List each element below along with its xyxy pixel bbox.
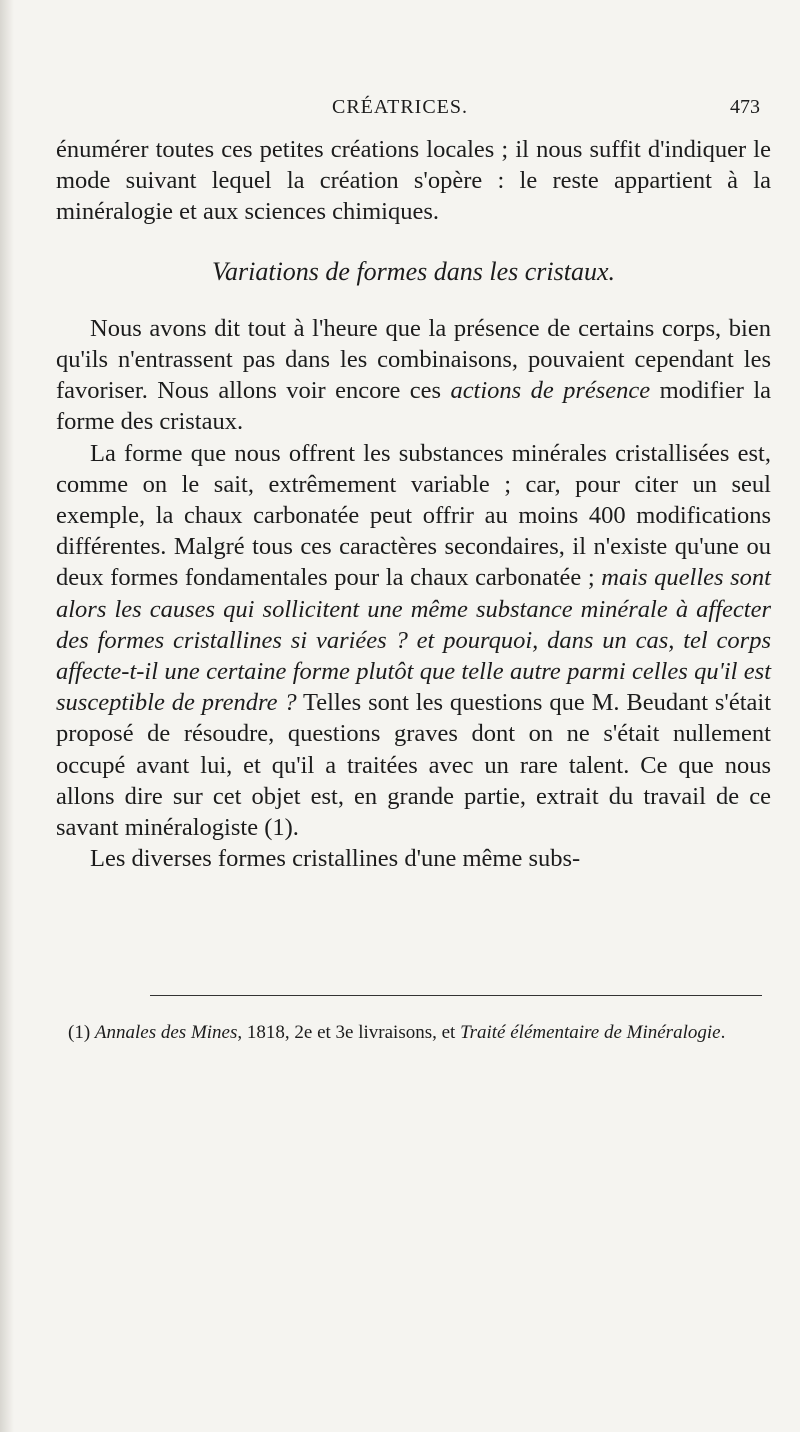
page-gutter-shadow — [0, 0, 14, 1432]
footnote-italic-b: Traité élémentaire de Minéralogie — [460, 1022, 721, 1043]
page-header — [0, 92, 800, 122]
footnote-text: , 1818, 2e et 3e livraisons, et — [237, 1022, 461, 1043]
footnote-rule — [150, 995, 762, 996]
footnote-end: . — [720, 1022, 726, 1043]
paragraph-1: énumérer toutes ces petites créations locales ; il nous suffit d'indiquer le mode suivant lequel la création s'opère : le reste appartient à la minéralogie et aux sciences chimiques. — [56, 136, 771, 226]
body-text — [56, 134, 771, 874]
paragraph-2-text-a: Nous avons dit tout à l'heure que la présence de certains corps, bien qu'ils n'entrassent pas dans les combinaisons, pouvaient cependant les favoriser. Nous allons voir encore ces — [56, 314, 771, 405]
paragraph-4: Les diverses formes cristallines d'une même subs- — [90, 845, 581, 873]
footnote — [56, 1020, 771, 1046]
paragraph-2 — [56, 313, 771, 438]
footnote-italic-a: Annales des Mines — [94, 1022, 238, 1043]
paragraph-3-italic: mais quelles sont alors les causes qui sollicitent une même substance minérale à affecter des formes cristallines si variées ? et pourquoi, dans un cas, tel corps affecte-t-il une certaine forme plutôt que telle autre parmi celles qu'il est susceptible de prendre ? — [56, 564, 771, 717]
paragraph-3 — [56, 438, 771, 844]
section-title: Variations de formes dans les cristaux. — [212, 256, 615, 286]
footnote-marker: (1) — [68, 1022, 95, 1043]
paragraph-3-text-a: La forme que nous offrent les substances minérales cristallisées est, comme on le sait, extrêmement variable ; car, pour citer un seul exemple, la chaux carbonatée peut offrir au moins 400 modifications différentes. Malgré tous ces caractères secondaires, il n'existe qu'une ou deux formes fondamentales pour la chaux carbonatée ; — [56, 439, 771, 592]
paragraph-2-italic: actions de présence — [450, 377, 651, 405]
paragraph-2-text-b: modifier la forme des cristaux. — [56, 377, 772, 436]
page-number: 473 — [730, 96, 760, 118]
paragraph-3-text-b: Telles sont les questions que M. Beudant s'était proposé de résoudre, questions graves dont on ne s'était nullement occupé avant lui, et qu'il a traitées avec un rare talent. Ce que nous allons dire sur cet objet est, en grande partie, extrait du travail de ce savant minéralogiste (1). — [56, 689, 771, 842]
running-head: CRÉATRICES. — [331, 96, 469, 118]
